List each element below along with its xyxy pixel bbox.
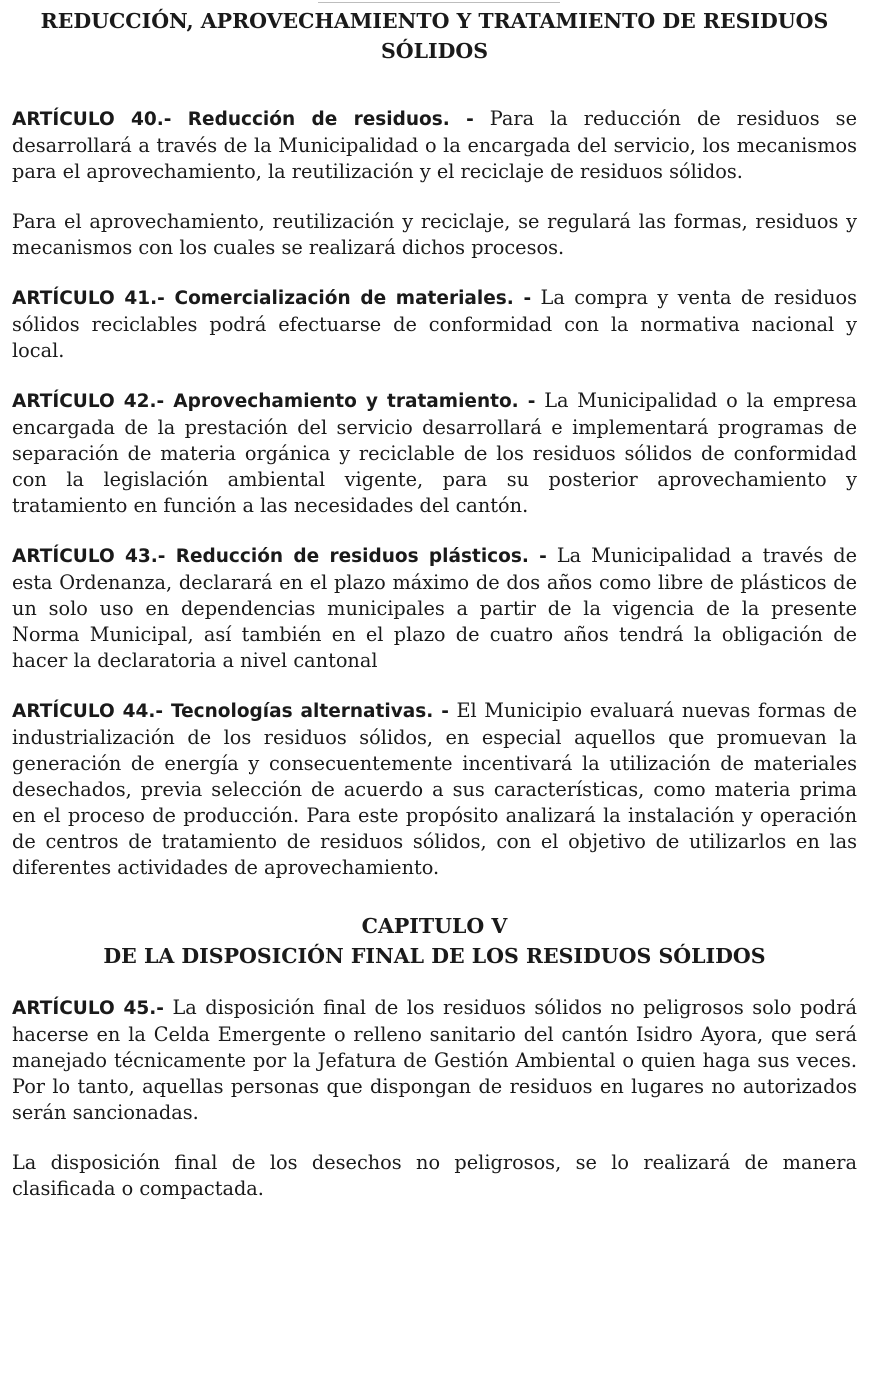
article-45-label: ARTÍCULO 45.- <box>12 998 164 1019</box>
article-45 <box>12 995 857 1126</box>
article-44-text: El Municipio evaluará nuevas formas de industrialización de los residuos sólidos, en especial aquellos que promuevan la generación de energía y consecuentemente incentivará la utilización de materiales desechados, previa selección de acuerdo a sus características, como materia prima en el proceso de producción. Para este propósito analizará la instalación y operación de centros de tratamiento de residuos sólidos, con el objetivo de utilizarlos en las diferentes actividades de aprovechamiento. <box>12 699 857 879</box>
article-41-text: La compra y venta de residuos sólidos reciclables podrá efectuarse de conformidad con la normativa nacional y local. <box>12 286 857 362</box>
article-42-label: ARTÍCULO 42.- Aprovechamiento y tratamiento. - <box>12 391 536 412</box>
document-page <box>12 0 857 1202</box>
article-43 <box>12 543 857 674</box>
article-43-label: ARTÍCULO 43.- Reducción de residuos plásticos. - <box>12 546 547 567</box>
section-heading <box>12 6 857 66</box>
article-45-text: La disposición final de los residuos sólidos no peligrosos solo podrá hacerse en la Celda Emergente o relleno sanitario del cantón Isidro Ayora, que será manejado técnicamente por la Jefatura de Gestión Ambiental o quien haga sus veces. Por lo tanto, aquellas personas que dispongan de residuos en lugares no autorizados serán sancionadas. <box>12 996 857 1124</box>
section-heading-line1: REDUCCIÓN, APROVECHAMIENTO Y TRATAMIENTO DE RESIDUOS <box>40 9 829 33</box>
article-41 <box>12 285 857 364</box>
article-41-label: ARTÍCULO 41.- Comercialización de materiales. - <box>12 288 532 309</box>
article-42-text: La Municipalidad o la empresa encargada de la prestación del servicio desarrollará e implementará programas de separación de materia orgánica y reciclable de los residuos sólidos de conformidad con la legislación ambiental vigente, para su posterior aprovechamiento y tratamiento en función a las necesidades del cantón. <box>12 389 857 517</box>
article-40-text: Para la reducción de residuos se desarrollará a través de la Municipalidad o la encargada del servicio, los mecanismos para el aprovechamiento, la reutilización y el reciclaje de residuos sólidos. <box>12 107 857 183</box>
article-45-paragraph-2-text: La disposición final de los desechos no peligrosos, se lo realizará de manera clasificada o compactada. <box>12 1151 857 1200</box>
article-44 <box>12 698 857 881</box>
article-43-text: La Municipalidad a través de esta Ordenanza, declarará en el plazo máximo de dos años como libre de plásticos de un solo uso en dependencias municipales a partir de la vigencia de la presente Norma Municipal, así también en el plazo de cuatro años tendrá la obligación de hacer la declaratoria a nivel cantonal <box>12 544 857 672</box>
article-40-paragraph-2-text: Para el aprovechamiento, reutilización y reciclaje, se regulará las formas, residuos y mecanismos con los cuales se realizará dichos procesos. <box>12 210 857 259</box>
article-40 <box>12 106 857 185</box>
article-42 <box>12 388 857 519</box>
chapter-heading <box>12 911 857 971</box>
chapter-heading-line1: CAPITULO V <box>361 914 508 938</box>
article-40-paragraph-2 <box>12 209 857 261</box>
article-44-label: ARTÍCULO 44.- Tecnologías alternativas. - <box>12 701 449 722</box>
chapter-heading-line2: DE LA DISPOSICIÓN FINAL DE LOS RESIDUOS SÓLIDOS <box>103 944 766 968</box>
article-40-label: ARTÍCULO 40.- Reducción de residuos. - <box>12 109 474 130</box>
section-heading-line2: SÓLIDOS <box>380 39 489 63</box>
article-45-paragraph-2 <box>12 1150 857 1202</box>
